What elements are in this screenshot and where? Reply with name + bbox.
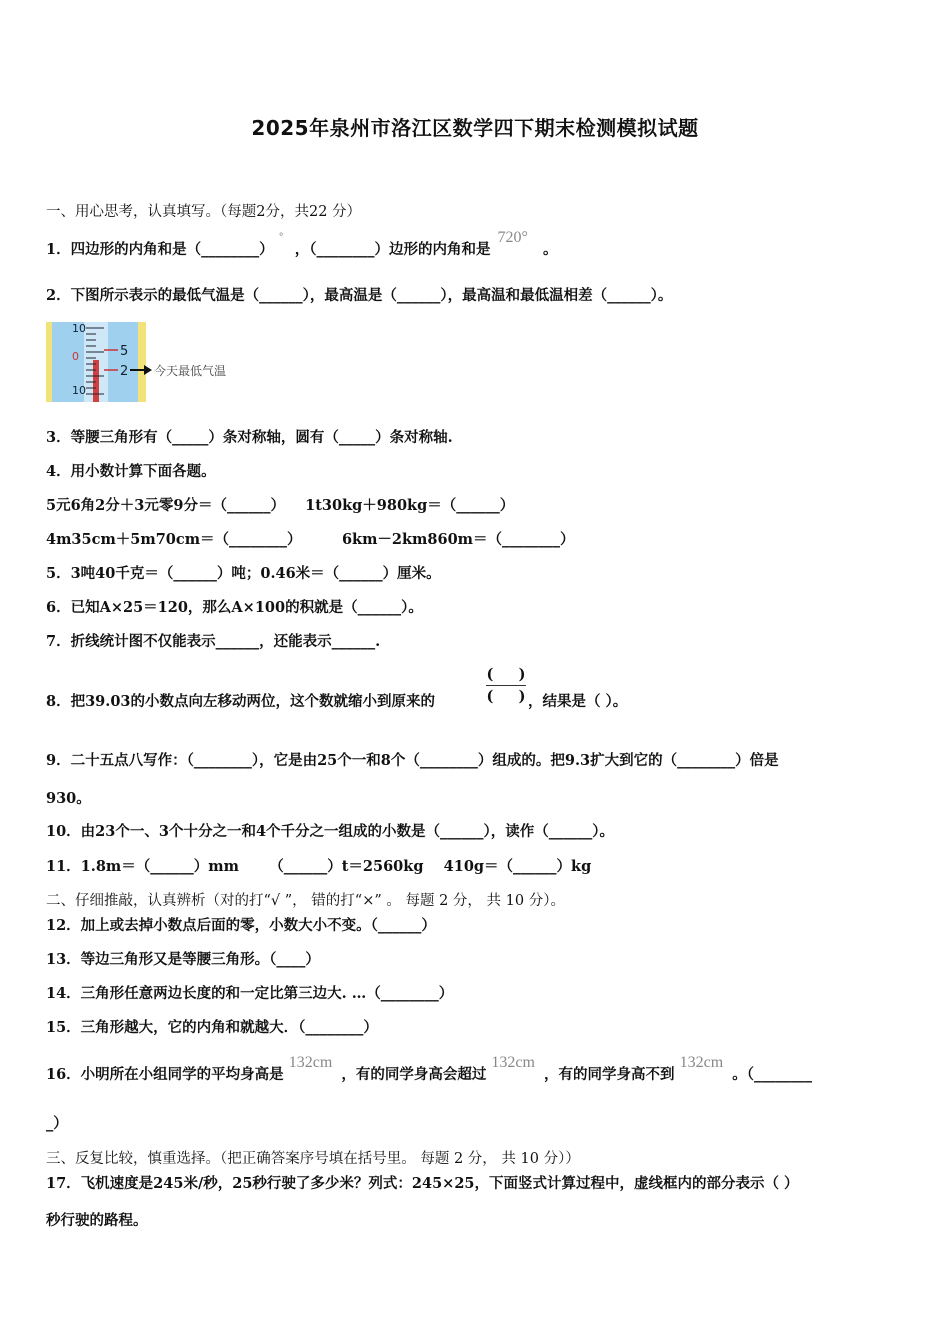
section-2-heading: 二、仔细推敲，认真辨析（对的打“√ ”， 错的打“×” 。 每题 2 分， 共 10 分）。 (46, 893, 565, 909)
tick-label-bottom: 10 (72, 384, 86, 397)
question-4b: 4m35cm＋5m70cm＝（________） 6km－2km860m＝（________） (46, 531, 575, 548)
q8-fraction-bar (486, 685, 526, 686)
q16-part-d: 。（________ (732, 1066, 812, 1083)
question-12: 12．加上或去掉小数点后面的零，小数大小不变。（______） (46, 917, 436, 934)
lowest-temp-label: 今天最低气温 (154, 364, 227, 378)
q8-fraction-numerator: ( ) (486, 666, 526, 683)
question-11: 11．1.8m＝（______）mm （______）t＝2560kg 410g＝（______）kg (46, 858, 592, 875)
thermometer-figure (46, 320, 246, 404)
question-9-continued: 930。 (46, 790, 91, 807)
q16-part-a: 16．小明所在小组同学的平均身高是 (46, 1066, 284, 1083)
question-13: 13．等边三角形又是等腰三角形。（____） (46, 951, 320, 968)
q16-ghost-1: 132cm (288, 1054, 333, 1071)
question-5: 5．3吨40千克＝（______）吨；0.46米＝（______）厘米。 (46, 565, 441, 582)
page-title: 2025年泉州市洛江区数学四下期末检测模拟试题 (251, 116, 699, 140)
question-16 (46, 1054, 812, 1085)
question-7: 7．折线统计图不仅能表示______，还能表示______. (46, 633, 381, 650)
question-16-continued: _） (46, 1115, 68, 1132)
low-marker-label: 2 (120, 364, 129, 379)
question-9: 9．二十五点八写作：（________），它是由25个一和8个（________）组成的。把9.3扩大到它的（________）倍是 (46, 752, 779, 769)
q1-part-b: ，（________）边形的内角和是 (294, 241, 491, 258)
q1-part-a: 1．四边形的内角和是（________） (46, 241, 274, 258)
question-4a: 5元6角2分＋3元零9分＝（______） 1t30kg＋980kg＝（______） (46, 497, 515, 514)
question-6: 6．已知A×25＝120，那么A×100的积就是（______）。 (46, 599, 423, 616)
tick-label-zero: 0 (72, 350, 79, 363)
thermo-mercury (93, 360, 99, 402)
section-1-heading: 一、用心思考，认真填写。（每题2分，共22 分） (46, 204, 362, 220)
question-1 (46, 229, 558, 262)
q1-degree-mark: ° (278, 232, 284, 243)
question-3: 3．等腰三角形有（_____）条对称轴，圆有（_____）条对称轴. (46, 429, 453, 446)
arrow-icon (144, 365, 152, 375)
question-17-continued: 秒行驶的路程。 (46, 1212, 148, 1229)
question-17: 17．飞机速度是245米/秒，25秒行驶了多少米？列式：245×25，下面竖式计算过程中，虚线框内的部分表示（ ） (46, 1175, 799, 1192)
q8-fraction (486, 666, 526, 705)
section-3-heading: 三、反复比较，慎重选择。（把正确答案序号填在括号里。 每题 2 分， 共 10 分）） (46, 1151, 580, 1167)
question-4: 4．用小数计算下面各题。 (46, 463, 216, 480)
high-marker-label: 5 (120, 344, 129, 359)
q1-part-c: 。 (543, 241, 558, 258)
question-14: 14．三角形任意两边长度的和一定比第三边大. …（________） (46, 985, 454, 1002)
question-2: 2．下图所示表示的最低气温是（______），最高温是（______），最高温和最低温相差（______）。 (46, 287, 673, 304)
q16-part-b: ，有的同学身高会超过 (341, 1066, 487, 1083)
q8-fraction-denominator: ( ) (486, 688, 526, 705)
q16-ghost-2: 132cm (491, 1054, 535, 1071)
tick-label-top: 10 (72, 322, 86, 335)
q8-part-a: 8．把39.03的小数点向左移动两位，这个数就缩小到原来的 (46, 693, 435, 710)
q8-part-b: ，结果是（ ）。 (528, 693, 628, 710)
q1-ghost-720: 720° (497, 229, 528, 246)
question-8 (46, 692, 435, 712)
q16-part-c: ，有的同学身高不到 (544, 1066, 675, 1083)
question-10: 10．由23个一、3个十分之一和4个千分之一组成的小数是（______），读作（______）。 (46, 823, 615, 840)
q16-ghost-3: 132cm (679, 1054, 724, 1071)
question-15: 15．三角形越大，它的内角和就越大．（________） (46, 1019, 378, 1036)
